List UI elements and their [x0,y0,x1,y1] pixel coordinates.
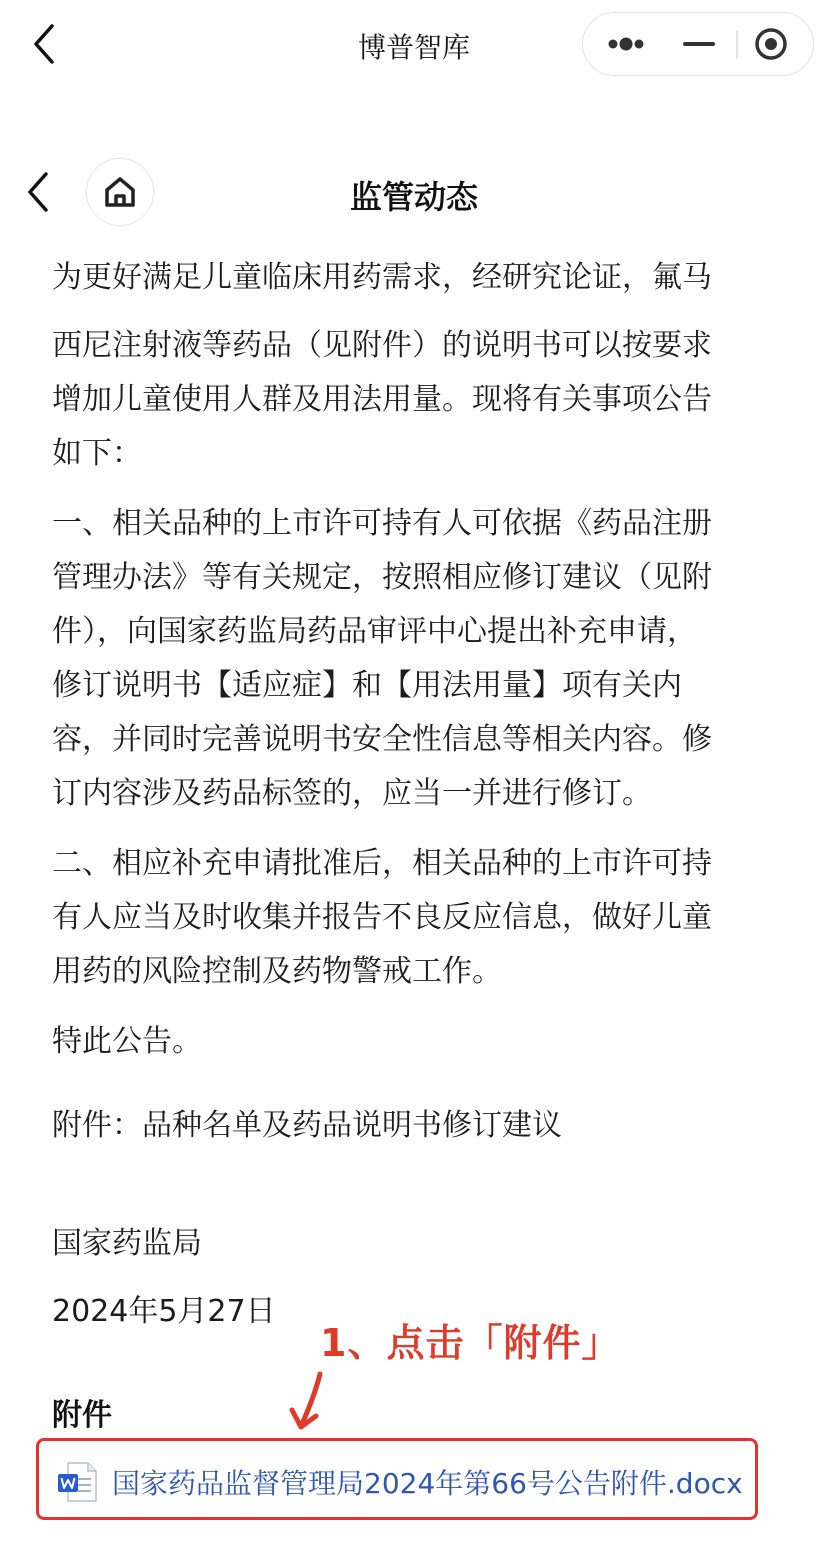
page-title: 监管动态 [349,178,478,216]
article-line: 特此公告。 [52,1024,202,1059]
mini-program-bar [0,0,828,90]
article-line: 件），向国家药监局药品审评中心提出补充申请， [52,614,697,649]
article-line: 增加儿童使用人群及用法用量。现将有关事项公告 [52,382,712,417]
article-line: 2024年5月27日 [52,1294,276,1329]
article-line: 附件：品种名单及药品说明书修订建议 [52,1108,562,1143]
article-line: 如下： [52,436,142,471]
annotation-arrow-icon [280,1370,330,1434]
more-button[interactable] [583,13,665,74]
article-line: 容，并同时完善说明书安全性信息等相关内容。修 [52,722,712,757]
capsule-menu [582,12,814,76]
article-line: 管理办法》等有关规定，按照相应修订建议（见附 [52,560,712,595]
more-dots-icon [583,13,665,74]
word-doc-icon [56,1460,100,1504]
article-line: 一、相关品种的上市许可持有人可依据《药品注册 [52,506,712,541]
article-line: 为更好满足儿童临床用药需求，经研究论证，氟马 [52,260,712,295]
annotation-text: 1、点击「附件」 [320,1321,621,1365]
article-line: 二、相应补充申请批准后，相关品种的上市许可持 [52,846,712,881]
article-body [52,260,762,1400]
article-line: 西尼注射液等药品（见附件）的说明书可以按要求 [52,328,712,363]
article-line: 用药的风险控制及药物警戒工作。 [52,954,502,989]
minimize-button[interactable] [665,13,733,74]
minimize-icon [665,13,733,74]
article-line: 国家药监局 [52,1226,202,1261]
close-button[interactable] [733,13,813,74]
mini-program-title: 博普智库 [357,31,470,64]
article-line: 订内容涉及药品标签的，应当一并进行修订。 [52,776,652,811]
article-line: 有人应当及时收集并报告不良反应信息，做好儿童 [52,900,712,935]
attachment-file-link[interactable] [56,1458,756,1508]
attachment-file-name[interactable]: 国家药品监督管理局2024年第66号公告附件.docx [112,1467,743,1500]
target-close-icon [733,13,813,74]
article-line: 修订说明书【适应症】和【用法用量】项有关内 [52,668,682,703]
attachments-heading: 附件 [52,1398,112,1433]
